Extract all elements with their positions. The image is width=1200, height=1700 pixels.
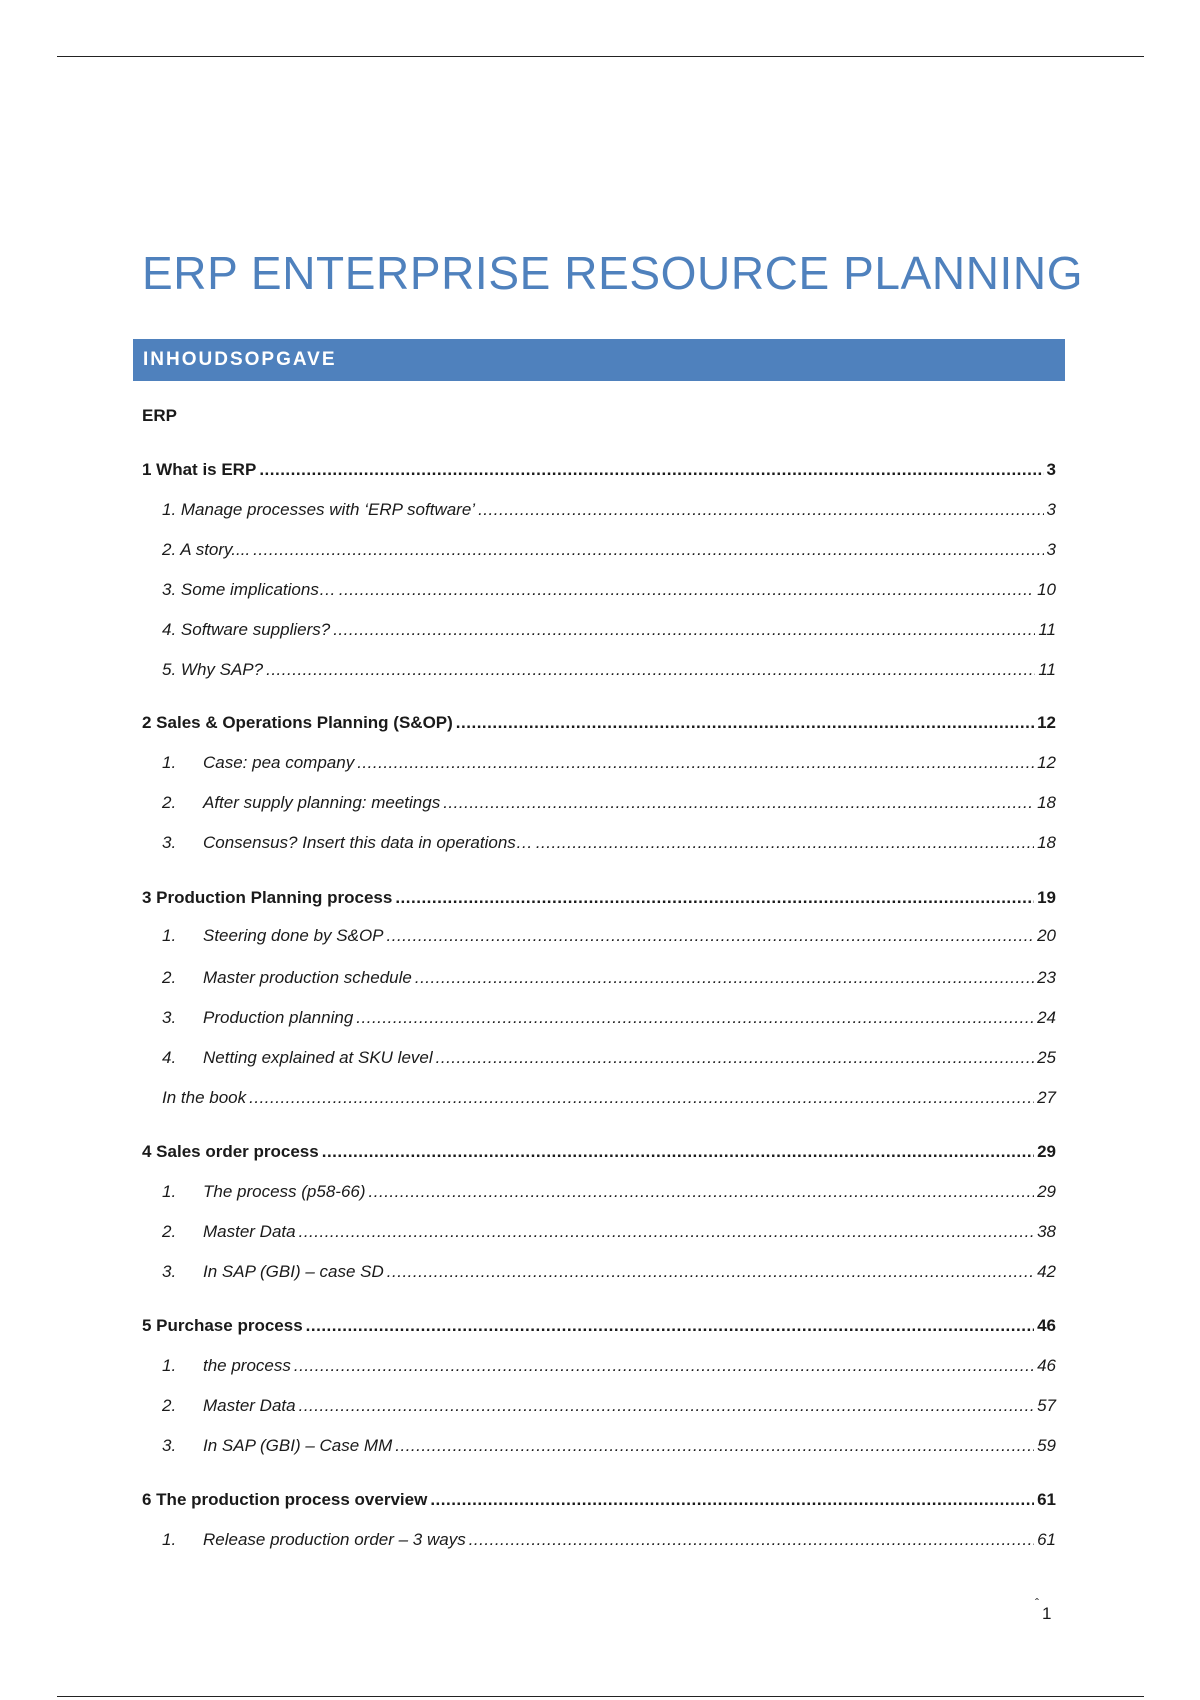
toc-entry-label: Release production order – 3 ways bbox=[203, 1530, 466, 1549]
toc-entry[interactable] bbox=[162, 793, 1056, 815]
toc-entry-label: Case: pea company bbox=[203, 753, 355, 772]
toc-entry-page: 3 bbox=[1046, 540, 1056, 559]
toc-entry-page: 61 bbox=[1037, 1530, 1056, 1549]
toc-entry-label: 6 The production process overview bbox=[142, 1490, 428, 1509]
toc-entry-number: 1. bbox=[162, 926, 177, 945]
toc-entry-page: 19 bbox=[1037, 888, 1056, 907]
toc-entry-label: 4. Software suppliers? bbox=[162, 620, 331, 639]
toc-entry-label: 2. A story.... bbox=[162, 540, 251, 559]
toc-entry-page: 20 bbox=[1037, 926, 1056, 945]
toc-entry-label: 3. Some implications… bbox=[162, 580, 336, 599]
toc-entry-label: Netting explained at SKU level bbox=[203, 1048, 433, 1067]
dot-leader bbox=[369, 1182, 1035, 1202]
toc-entry-page: 11 bbox=[1038, 620, 1056, 639]
dot-leader bbox=[299, 1396, 1034, 1416]
toc-entry[interactable] bbox=[142, 1142, 1056, 1164]
dot-leader bbox=[456, 713, 1034, 733]
toc-entry[interactable] bbox=[162, 1088, 1056, 1110]
toc-entry-label: the process bbox=[203, 1356, 291, 1375]
toc-entry-number: 4. bbox=[162, 1048, 177, 1067]
toc-entry-page: 42 bbox=[1037, 1262, 1056, 1281]
toc-entry[interactable] bbox=[142, 1490, 1056, 1512]
dot-leader bbox=[339, 580, 1034, 600]
toc-entry-label: Consensus? Insert this data in operations… bbox=[203, 833, 533, 852]
toc-entry-page: 18 bbox=[1037, 833, 1056, 852]
dot-leader bbox=[294, 1356, 1034, 1376]
dot-leader bbox=[430, 1490, 1034, 1510]
toc-entry[interactable] bbox=[162, 540, 1056, 562]
toc-entry-page: 46 bbox=[1037, 1356, 1056, 1375]
toc-entry[interactable] bbox=[142, 1316, 1056, 1338]
toc-entry-number: 3. bbox=[162, 833, 177, 852]
toc-entry-page: 57 bbox=[1037, 1396, 1056, 1415]
toc-entry-page: 12 bbox=[1037, 753, 1056, 772]
toc-entry[interactable] bbox=[162, 1436, 1056, 1458]
toc-entry-page: 27 bbox=[1037, 1088, 1056, 1107]
toc-entry-label: Master production schedule bbox=[203, 968, 412, 987]
page-marker: ˆ bbox=[1035, 1596, 1039, 1610]
toc-entry[interactable] bbox=[162, 580, 1056, 602]
toc-entry-page: 18 bbox=[1037, 793, 1056, 812]
toc-entry[interactable] bbox=[162, 1356, 1056, 1378]
dot-leader bbox=[266, 660, 1035, 680]
toc-entry-label: Master Data bbox=[203, 1396, 296, 1415]
toc-entry[interactable] bbox=[162, 753, 1056, 775]
toc-entry-label: After supply planning: meetings bbox=[203, 793, 441, 812]
dot-leader bbox=[395, 1436, 1034, 1456]
toc-entry-page: 11 bbox=[1038, 660, 1056, 679]
toc-entry-label: 5. Why SAP? bbox=[162, 660, 264, 679]
toc-entry[interactable] bbox=[162, 1048, 1056, 1070]
dot-leader bbox=[356, 1008, 1034, 1028]
toc-entry[interactable] bbox=[162, 1396, 1056, 1418]
toc-entry-label: The process (p58-66) bbox=[203, 1182, 366, 1201]
toc-entry-page: 29 bbox=[1037, 1142, 1056, 1161]
toc-entry-label: 5 Purchase process bbox=[142, 1316, 303, 1335]
toc-entry[interactable] bbox=[142, 460, 1056, 482]
dot-leader bbox=[536, 833, 1034, 853]
toc-entry-number: 1. bbox=[162, 1356, 177, 1375]
header-rule bbox=[57, 56, 1144, 57]
dot-leader bbox=[299, 1222, 1034, 1242]
toc-entry-number: 2. bbox=[162, 1222, 177, 1241]
toc-entry-label: Steering done by S&OP bbox=[203, 926, 384, 945]
toc-entry-page: 24 bbox=[1037, 1008, 1056, 1027]
toc-entry[interactable] bbox=[162, 1008, 1056, 1030]
section-label: ERP bbox=[142, 406, 177, 425]
dot-leader bbox=[395, 888, 1034, 908]
toc-entry-number: 2. bbox=[162, 1396, 177, 1415]
footer-rule bbox=[57, 1696, 1144, 1697]
dot-leader bbox=[478, 500, 1043, 520]
dot-leader bbox=[249, 1088, 1034, 1108]
toc-entry-page: 10 bbox=[1037, 580, 1056, 599]
toc-entry-page: 29 bbox=[1037, 1182, 1056, 1201]
toc-entry[interactable] bbox=[162, 660, 1056, 682]
toc-entry-number: 3. bbox=[162, 1008, 177, 1027]
toc-entry-label: 2 Sales & Operations Planning (S&OP) bbox=[142, 713, 453, 732]
toc-entry[interactable] bbox=[162, 1530, 1056, 1552]
toc-entry-label: Master Data bbox=[203, 1222, 296, 1241]
dot-leader bbox=[443, 793, 1034, 813]
toc-entry-number: 2. bbox=[162, 793, 177, 812]
dot-leader bbox=[259, 460, 1043, 480]
dot-leader bbox=[322, 1142, 1034, 1162]
toc-entry[interactable] bbox=[162, 968, 1056, 990]
toc-entry-page: 46 bbox=[1037, 1316, 1056, 1335]
toc-heading: INHOUDSOPGAVE bbox=[143, 349, 337, 370]
document-title: ERP ENTERPRISE RESOURCE PLANNING bbox=[142, 247, 1084, 299]
page-number bbox=[1035, 1596, 1052, 1624]
dot-leader bbox=[387, 1262, 1034, 1282]
toc-entry[interactable] bbox=[162, 926, 1056, 948]
toc-entry[interactable] bbox=[162, 833, 1056, 855]
toc-entry[interactable] bbox=[142, 713, 1056, 735]
dot-leader bbox=[253, 540, 1043, 560]
toc-entry-label: 3 Production Planning process bbox=[142, 888, 393, 907]
toc-entry-page: 23 bbox=[1037, 968, 1056, 987]
toc-entry-number: 2. bbox=[162, 968, 177, 987]
page-number-value: 1 bbox=[1042, 1604, 1052, 1623]
toc-entry-label: 1. Manage processes with ‘ERP software’ bbox=[162, 500, 476, 519]
dot-leader bbox=[357, 753, 1034, 773]
toc-entry-page: 59 bbox=[1037, 1436, 1056, 1455]
toc-entry[interactable] bbox=[162, 620, 1056, 642]
toc-entry[interactable] bbox=[162, 500, 1056, 522]
toc-entry[interactable] bbox=[142, 888, 1056, 910]
toc-entry-label: In the book bbox=[162, 1088, 247, 1107]
toc-entry[interactable] bbox=[162, 1222, 1056, 1244]
dot-leader bbox=[469, 1530, 1034, 1550]
toc-entry-number: 3. bbox=[162, 1262, 177, 1281]
toc-entry-number: 1. bbox=[162, 1182, 177, 1201]
toc-entry-number: 1. bbox=[162, 1530, 177, 1549]
toc-entry[interactable] bbox=[162, 1182, 1056, 1204]
toc-entry-label: In SAP (GBI) – case SD bbox=[203, 1262, 384, 1281]
dot-leader bbox=[415, 968, 1034, 988]
toc-entry-label: Production planning bbox=[203, 1008, 354, 1027]
dot-leader bbox=[333, 620, 1035, 640]
toc-entry-number: 3. bbox=[162, 1436, 177, 1455]
toc-entry-page: 3 bbox=[1046, 500, 1056, 519]
toc-entry-label: In SAP (GBI) – Case MM bbox=[203, 1436, 393, 1455]
dot-leader bbox=[436, 1048, 1034, 1068]
toc-entry-page: 38 bbox=[1037, 1222, 1056, 1241]
toc-entry-label: 4 Sales order process bbox=[142, 1142, 319, 1161]
toc-entry[interactable] bbox=[162, 1262, 1056, 1284]
toc-entry-page: 12 bbox=[1037, 713, 1056, 732]
dot-leader bbox=[387, 926, 1035, 946]
toc-entry-label: 1 What is ERP bbox=[142, 460, 257, 479]
toc-entry-page: 61 bbox=[1037, 1490, 1056, 1509]
toc-heading-banner bbox=[133, 339, 1065, 381]
dot-leader bbox=[306, 1316, 1034, 1336]
toc-entry-page: 3 bbox=[1046, 460, 1056, 479]
toc-entry-number: 1. bbox=[162, 753, 177, 772]
toc-entry-page: 25 bbox=[1037, 1048, 1056, 1067]
